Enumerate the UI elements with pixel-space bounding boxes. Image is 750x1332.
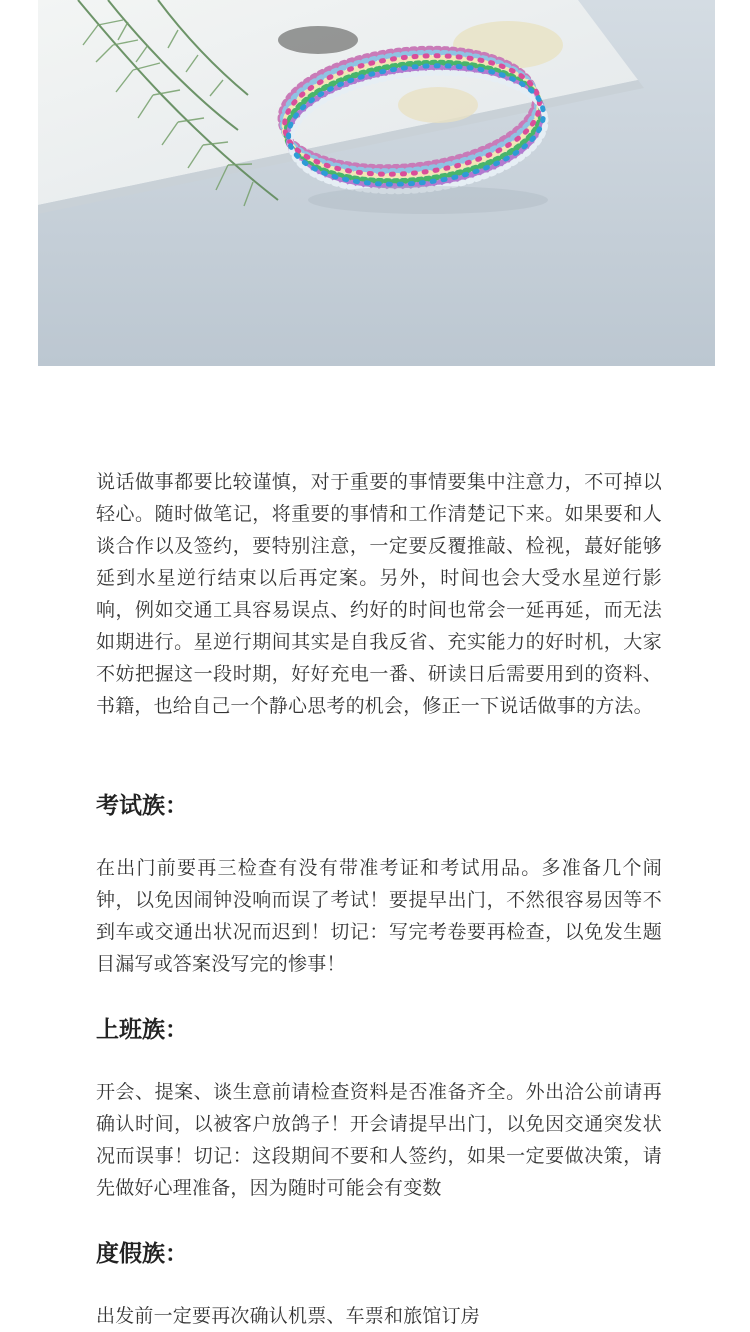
section-text-vacation: 出发前一定要再次确认机票、车票和旅馆订房 xyxy=(96,1305,481,1327)
section-text-office: 开会、提案、谈生意前请检查资料是否准备齐全。外出洽公前请再确认时间，以被客户放鸽子！开会请提早出门，以免因交通突发状况而误事！切记：这段期间不要和人签约，如果一定要做决策，请先做好心理准备，因为随时可能会有变数 xyxy=(96,1081,662,1199)
section-heading-exam: 考试族： xyxy=(96,793,188,819)
section-text-exam: 在出门前要再三检查有没有带准考证和考试用品。多准备几个闹钟，以免因闹钟没响而误了考试！要提早出门，不然很容易因等不到车或交通出状况而迟到！切记：写完考卷要再检查，以免发生题目漏写或答案没写完的惨事！ xyxy=(96,857,662,975)
section-heading-office: 上班族： xyxy=(96,1017,188,1043)
article-body xyxy=(96,466,662,1332)
intro-paragraph: 说话做事都要比较谨慎，对于重要的事情要集中注意力，不可掉以轻心。随时做笔记，将重要的事情和工作清楚记下来。如果要和人谈合作以及签约，要特别注意，一定要反覆推敲、检视，蕞好能够延到水星逆行结束以后再定案。另外，时间也会大受水星逆行影响，例如交通工具容易误点、约好的时间也常会一延再延，而无法如期进行。星逆行期间其实是自我反省、充实能力的好时机，大家不妨把握这一段时期，好好充电一番、研读日后需要用到的资料、书籍，也给自己一个静心思考的机会，修正一下说话做事的方法。 xyxy=(96,471,662,717)
bracelet-photo-icon xyxy=(38,0,715,366)
hero-image xyxy=(38,0,715,366)
section-heading-vacation: 度假族： xyxy=(96,1241,188,1267)
